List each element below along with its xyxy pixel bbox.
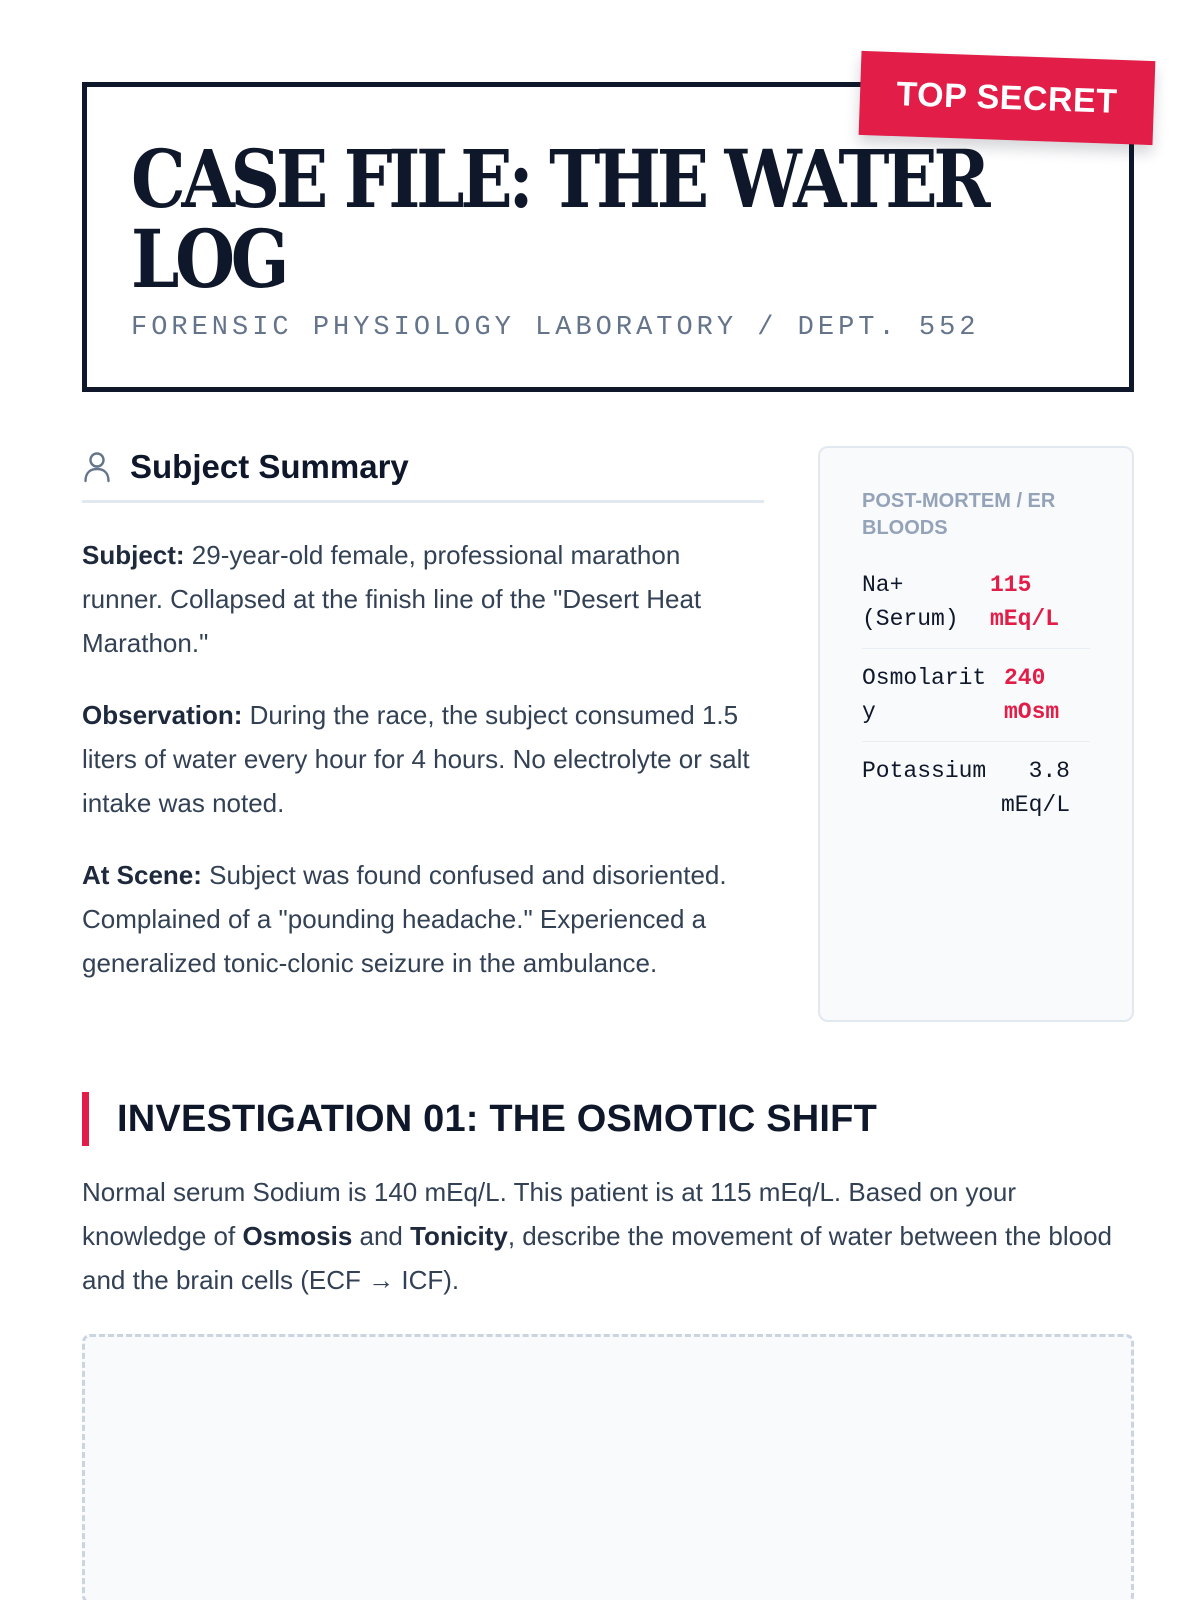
bloods-card — [818, 446, 1134, 1022]
answer-area[interactable] — [82, 1334, 1134, 1600]
subject-text: 29-year-old female, professional marathon runner. Collapsed at the finish line of the "Desert Heat Marathon." — [82, 540, 702, 658]
department-subtitle: FORENSIC PHYSIOLOGY LABORATORY / DEPT. 552 — [131, 313, 980, 343]
bloods-heading: POST-MORTEM / ER BLOODS — [862, 490, 1056, 539]
observation-label: Observation: — [82, 700, 243, 730]
at-scene-label: At Scene: — [82, 860, 202, 890]
at-scene-paragraph — [82, 853, 764, 985]
lab-value: 240 mOsm — [1004, 665, 1060, 725]
investigation-title: INVESTIGATION 01: THE OSMOTIC SHIFT — [117, 1097, 878, 1140]
subject-paragraph — [82, 533, 764, 665]
page-title: CASE FILE: THE WATER LOG — [131, 132, 987, 306]
investigation-section — [82, 1092, 1134, 1302]
top-secret-stamp: TOP SECRET — [859, 51, 1156, 145]
lab-name: Na+ (Serum) — [862, 572, 959, 632]
osmosis-term: Osmosis — [242, 1221, 353, 1251]
observation-text: During the race, the subject consumed 1.5 liters of water every hour for 4 hours. No electrolyte or salt intake was noted. — [82, 700, 750, 818]
lab-row-potassium — [862, 742, 1090, 834]
investigation-heading — [82, 1092, 1134, 1146]
prompt-text: Normal serum Sodium is 140 mEq/L. This patient is at 115 mEq/L. Based on your knowledge of — [82, 1177, 1017, 1251]
lab-value: 3.8 mEq/L — [1000, 758, 1070, 818]
lab-row-sodium — [862, 556, 1090, 649]
summary-title: Subject Summary — [130, 448, 409, 485]
lab-value: 115 mEq/L — [990, 572, 1060, 632]
lab-name: Osmolarity — [862, 665, 987, 725]
observation-paragraph — [82, 693, 764, 825]
summary-heading — [82, 448, 764, 503]
prompt-text: and — [352, 1221, 411, 1251]
investigation-prompt — [82, 1170, 1134, 1302]
tonicity-term: Tonicity — [410, 1221, 508, 1251]
at-scene-text: Subject was found confused and disoriented. Complained of a "pounding headache." Experienced a generalized tonic-clonic seizure in the ambulance. — [82, 860, 727, 978]
lab-row-osmolarity — [862, 649, 1090, 742]
prompt-text: , describe the movement of water between the blood and the brain cells (ECF → ICF). — [82, 1221, 1112, 1295]
subject-label: Subject: — [82, 540, 185, 570]
subject-summary — [82, 448, 764, 985]
user-icon — [82, 451, 112, 483]
lab-name: Potassium — [862, 758, 987, 784]
